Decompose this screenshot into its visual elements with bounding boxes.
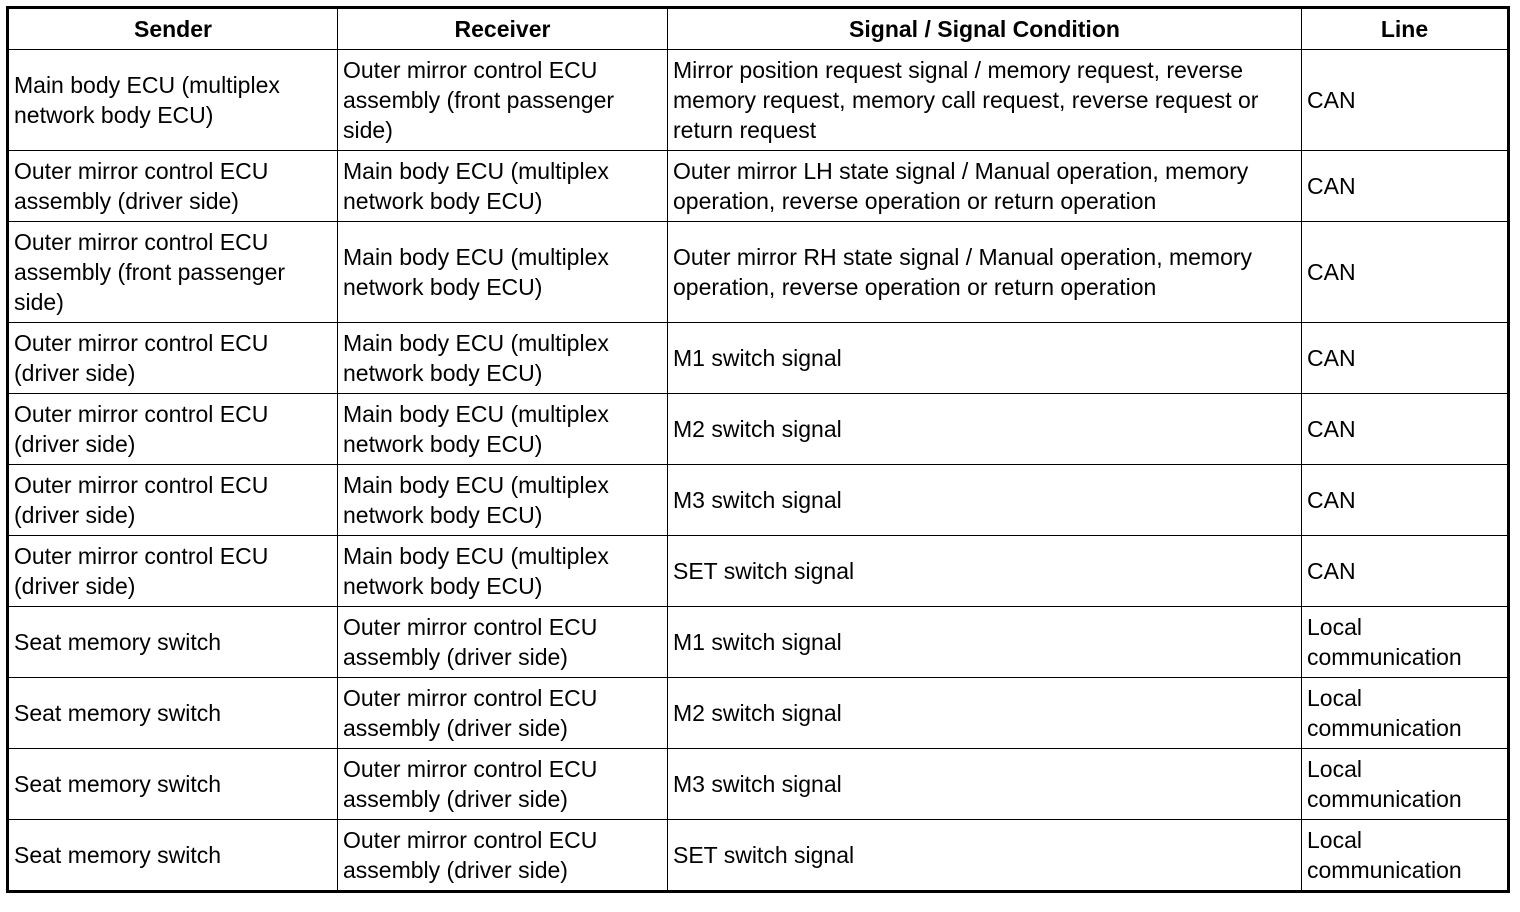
cell-signal: SET switch signal [668, 536, 1302, 607]
cell-receiver: Main body ECU (multiplex network body ECU) [338, 536, 668, 607]
cell-line: CAN [1302, 394, 1509, 465]
signal-table [6, 6, 1510, 893]
table-row [8, 465, 1509, 536]
cell-signal: Outer mirror RH state signal / Manual operation, memory operation, reverse operation or return operation [668, 222, 1302, 323]
table-row [8, 394, 1509, 465]
cell-receiver: Outer mirror control ECU assembly (front passenger side) [338, 50, 668, 151]
cell-signal: M2 switch signal [668, 394, 1302, 465]
table-row [8, 607, 1509, 678]
cell-sender: Main body ECU (multiplex network body ECU) [8, 50, 338, 151]
cell-signal: M3 switch signal [668, 749, 1302, 820]
header-sender: Sender [8, 8, 338, 50]
cell-receiver: Main body ECU (multiplex network body ECU) [338, 151, 668, 222]
cell-line: CAN [1302, 536, 1509, 607]
cell-sender: Outer mirror control ECU (driver side) [8, 323, 338, 394]
cell-line: Local communication [1302, 749, 1509, 820]
cell-signal: Mirror position request signal / memory request, reverse memory request, memory call request, reverse request or return request [668, 50, 1302, 151]
table-row [8, 536, 1509, 607]
cell-receiver: Outer mirror control ECU assembly (driver side) [338, 820, 668, 892]
cell-sender: Seat memory switch [8, 607, 338, 678]
table-row [8, 50, 1509, 151]
cell-sender: Outer mirror control ECU (driver side) [8, 536, 338, 607]
table-row [8, 820, 1509, 892]
cell-signal: M1 switch signal [668, 607, 1302, 678]
cell-receiver: Main body ECU (multiplex network body ECU) [338, 222, 668, 323]
cell-receiver: Main body ECU (multiplex network body ECU) [338, 465, 668, 536]
cell-signal: M2 switch signal [668, 678, 1302, 749]
cell-sender: Seat memory switch [8, 678, 338, 749]
table-row [8, 323, 1509, 394]
cell-sender: Outer mirror control ECU (driver side) [8, 465, 338, 536]
cell-sender: Seat memory switch [8, 749, 338, 820]
cell-line: Local communication [1302, 678, 1509, 749]
table-row [8, 678, 1509, 749]
table-header-row [8, 8, 1509, 50]
table-row [8, 222, 1509, 323]
cell-line: CAN [1302, 323, 1509, 394]
header-receiver: Receiver [338, 8, 668, 50]
cell-receiver: Main body ECU (multiplex network body ECU) [338, 323, 668, 394]
cell-receiver: Outer mirror control ECU assembly (driver side) [338, 749, 668, 820]
cell-receiver: Outer mirror control ECU assembly (driver side) [338, 607, 668, 678]
cell-receiver: Outer mirror control ECU assembly (driver side) [338, 678, 668, 749]
cell-sender: Outer mirror control ECU assembly (front passenger side) [8, 222, 338, 323]
header-line: Line [1302, 8, 1509, 50]
cell-line: CAN [1302, 465, 1509, 536]
cell-line: CAN [1302, 222, 1509, 323]
cell-sender: Seat memory switch [8, 820, 338, 892]
cell-line: Local communication [1302, 607, 1509, 678]
cell-signal: Outer mirror LH state signal / Manual operation, memory operation, reverse operation or return operation [668, 151, 1302, 222]
cell-signal: M1 switch signal [668, 323, 1302, 394]
table-row [8, 749, 1509, 820]
cell-line: Local communication [1302, 820, 1509, 892]
cell-signal: SET switch signal [668, 820, 1302, 892]
cell-receiver: Main body ECU (multiplex network body ECU) [338, 394, 668, 465]
table-row [8, 151, 1509, 222]
cell-signal: M3 switch signal [668, 465, 1302, 536]
cell-line: CAN [1302, 151, 1509, 222]
header-signal: Signal / Signal Condition [668, 8, 1302, 50]
cell-sender: Outer mirror control ECU (driver side) [8, 394, 338, 465]
cell-line: CAN [1302, 50, 1509, 151]
cell-sender: Outer mirror control ECU assembly (driver side) [8, 151, 338, 222]
